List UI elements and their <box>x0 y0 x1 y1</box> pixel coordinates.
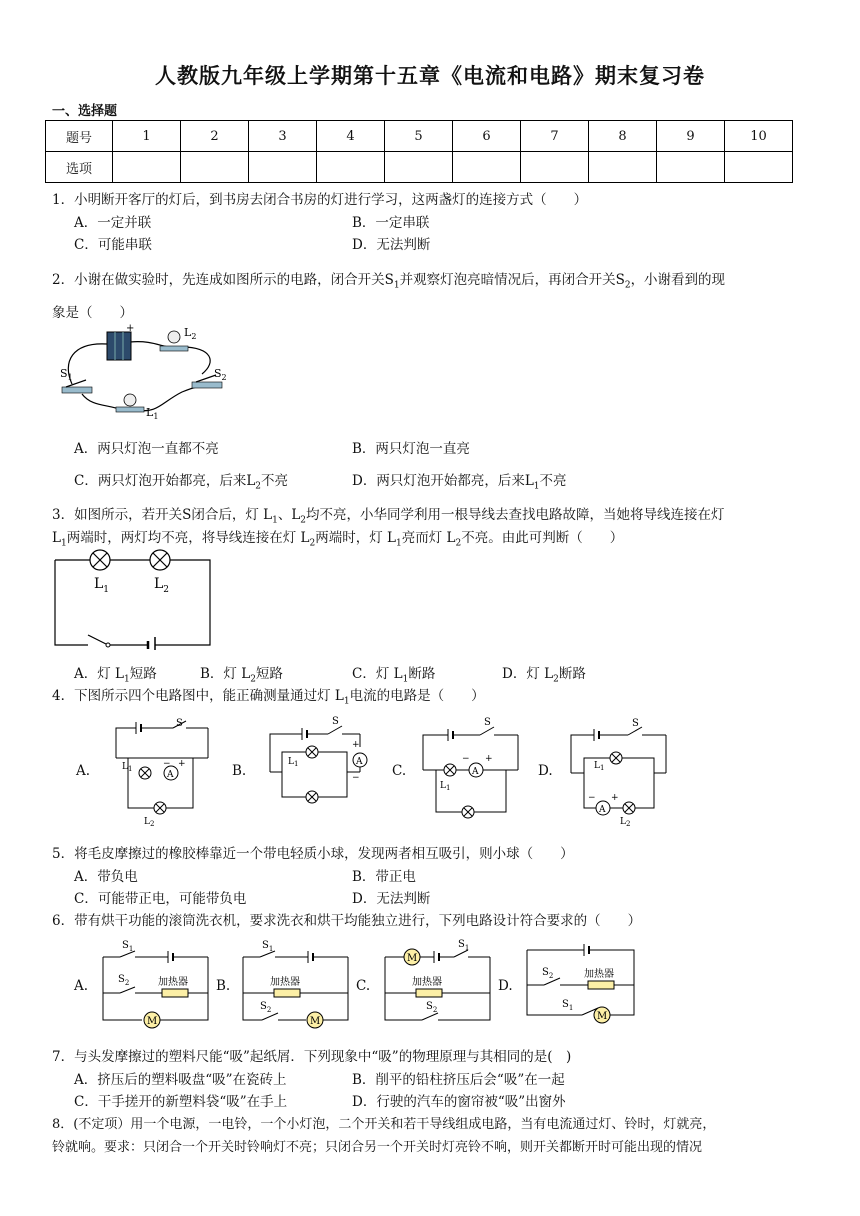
table-cell-number: 3 <box>249 121 317 152</box>
q2-option-c[interactable]: C．两只灯泡开始都亮，后来$L_2$不亮 <box>74 473 289 492</box>
svg-text:M: M <box>407 953 418 964</box>
svg-text:加热器: 加热器 <box>158 977 188 988</box>
page-title: 人教版九年级上学期第十五章《电流和电路》期末复习卷 <box>155 64 705 88</box>
answer-cell[interactable] <box>589 152 657 183</box>
svg-text:A: A <box>167 770 174 780</box>
q2-option-d[interactable]: D．两只灯泡开始都亮，后来$L_1$不亮 <box>352 473 567 492</box>
svg-text:L2: $L_2$ <box>144 817 155 828</box>
q2-option-a[interactable]: A．两只灯泡一直都不亮 <box>74 441 219 457</box>
svg-text:S2: $S_2$ <box>426 1001 438 1014</box>
svg-text:S1: $S_1$ <box>458 939 470 952</box>
q3-option-c[interactable]: C．灯 $L_1$断路 <box>352 666 436 685</box>
svg-text:A: A <box>472 767 479 777</box>
q8-stem-line1: 8．(不定项）用一个电源，一电铃，一个小灯泡，二个开关和若干导线组成电路，当有电流通过灯、铃时，灯就亮， <box>52 1117 716 1132</box>
switch-icon <box>192 382 222 388</box>
q6-label-c[interactable]: C. <box>356 978 371 994</box>
q4-stem: 4．下图所示四个电路图中，能正确测量通过灯 $L_1$电流的电路是（ ） <box>52 688 485 707</box>
table-cell-number: 7 <box>521 121 589 152</box>
heater-icon <box>274 989 300 997</box>
svg-text:L1: $L_1$ <box>122 762 133 773</box>
svg-text:加热器: 加热器 <box>412 977 442 988</box>
q1-option-d[interactable]: D．无法判断 <box>352 237 431 253</box>
answer-cell[interactable] <box>453 152 521 183</box>
q5-option-b[interactable]: B．带正电 <box>352 869 416 885</box>
q7-option-a[interactable]: A．挤压后的塑料吸盘“吸”在瓷砖上 <box>74 1072 287 1088</box>
q2-stem: 2．小谢在做实验时，先连成如图所示的电路，闭合开关$S_1$并观察灯泡亮暗情况后，再闭合开关$S_2$，小谢看到的现 <box>52 272 726 291</box>
svg-text:S1: $S_1$ <box>122 940 134 953</box>
svg-text:S2: $S_2$ <box>542 967 554 980</box>
q3-stem: 3．如图所示，若开关S闭合后，灯 $L_1$、$L_2$均不亮，小华同学利用一根导线去查找电路故障，当她将导线连接在灯 <box>52 507 725 526</box>
svg-text:S2: $S_2$ <box>214 367 227 382</box>
answer-cell[interactable] <box>657 152 725 183</box>
svg-text:A: A <box>356 757 363 767</box>
answer-cell[interactable] <box>725 152 793 183</box>
answer-cell[interactable] <box>113 152 181 183</box>
table-header-option: 选项 <box>46 152 113 183</box>
svg-text:S1: $S_1$ <box>60 367 73 382</box>
svg-text:−: − <box>588 793 596 803</box>
svg-text:L2: $L_2$ <box>184 326 197 341</box>
q7-stem: 7．与头发摩擦过的塑料尺能“吸”起纸屑．下列现象中“吸”的物理原理与其相同的是( ) <box>52 1049 572 1065</box>
q3-option-d[interactable]: D．灯 $L_2$断路 <box>502 666 586 685</box>
q4-circuit-a <box>108 718 213 828</box>
q7-option-b[interactable]: B．削平的铅柱挤压后会“吸”在一起 <box>352 1072 565 1088</box>
svg-text:L2: $L_2$ <box>154 576 170 595</box>
svg-text:M: M <box>310 1016 321 1027</box>
svg-text:−: − <box>352 773 360 783</box>
q3-option-b[interactable]: B．灯 $L_2$短路 <box>200 666 283 685</box>
q6-label-d[interactable]: D. <box>498 978 513 994</box>
svg-text:M: M <box>597 1011 608 1022</box>
heater-icon <box>416 989 442 997</box>
svg-text:加热器: 加热器 <box>584 969 614 980</box>
bulb-icon <box>168 331 180 343</box>
answer-cell[interactable] <box>317 152 385 183</box>
q6-label-b[interactable]: B. <box>216 978 231 994</box>
answer-table <box>45 120 793 183</box>
svg-text:S1: $S_1$ <box>562 999 574 1012</box>
q4-label-d[interactable]: D. <box>538 763 553 779</box>
bulb-icon <box>124 394 136 406</box>
svg-text:L2: $L_2$ <box>620 817 631 828</box>
svg-text:+: + <box>611 793 619 803</box>
svg-text:L1: $L_1$ <box>288 757 299 768</box>
svg-text:L1: $L_1$ <box>94 576 110 595</box>
table-cell-number: 1 <box>113 121 181 152</box>
table-cell-number: 5 <box>385 121 453 152</box>
table-cell-number: 10 <box>725 121 793 152</box>
answer-cell[interactable] <box>181 152 249 183</box>
svg-text:+: + <box>352 740 360 750</box>
svg-text:S1: $S_1$ <box>262 940 274 953</box>
svg-text:L1: $L_1$ <box>146 406 159 421</box>
svg-text:M: M <box>147 1016 158 1027</box>
q5-option-d[interactable]: D．无法判断 <box>352 891 431 907</box>
table-cell-number: 9 <box>657 121 725 152</box>
table-cell-number: 4 <box>317 121 385 152</box>
svg-text:加热器: 加热器 <box>270 977 300 988</box>
switch-icon <box>106 643 110 647</box>
table-cell-number: 6 <box>453 121 521 152</box>
q2-option-b[interactable]: B．两只灯泡一直亮 <box>352 441 470 457</box>
q6-label-a[interactable]: A. <box>74 978 89 994</box>
svg-text:S: S <box>632 718 639 729</box>
q6-circuit-d <box>522 935 640 1030</box>
table-header-number: 题号 <box>46 121 113 152</box>
heater-icon <box>588 981 614 989</box>
answer-cell[interactable] <box>521 152 589 183</box>
svg-text:+: + <box>485 754 493 764</box>
svg-text:S2: $S_2$ <box>260 1001 272 1014</box>
q3-option-a[interactable]: A．灯 $L_1$短路 <box>74 666 157 685</box>
battery-icon <box>107 332 131 360</box>
svg-text:A: A <box>599 805 606 815</box>
svg-text:+: + <box>178 759 186 769</box>
q8-stem-line2: 铃就响。要求：只闭合一个开关时铃响灯不亮；只闭合另一个开关时灯亮铃不响，则开关都断开时可能出现的情况 <box>52 1140 703 1155</box>
svg-text:L1: $L_1$ <box>594 761 605 772</box>
q5-option-c[interactable]: C．可能带正电，可能带负电 <box>74 891 247 907</box>
q1-option-b[interactable]: B．一定串联 <box>352 215 430 231</box>
svg-text:S: S <box>332 716 339 727</box>
answer-cell[interactable] <box>249 152 317 183</box>
q5-stem: 5．将毛皮摩擦过的橡胶棒靠近一个带电轻质小球，发现两者相互吸引，则小球（ ） <box>52 846 574 862</box>
q6-circuit-c <box>382 935 494 1030</box>
q4-circuit-b <box>262 712 372 827</box>
q1-stem: 1．小明断开客厅的灯后，到书房去闭合书房的灯进行学习，这两盏灯的连接方式（ ） <box>52 192 588 208</box>
q1-option-c[interactable]: C．可能串联 <box>74 237 152 253</box>
q2-circuit-figure <box>52 322 242 422</box>
q6-stem: 6．带有烘干功能的滚筒洗衣机，要求洗衣和烘干均能独立进行，下列电路设计符合要求的（ ） <box>52 913 642 929</box>
q1-option-a[interactable]: A．一定并联 <box>74 215 152 231</box>
q7-option-d[interactable]: D．行驶的汽车的窗帘被“吸”出窗外 <box>352 1094 566 1110</box>
svg-text:S: S <box>484 717 491 728</box>
q4-label-a[interactable]: A. <box>76 763 91 779</box>
q4-label-c[interactable]: C. <box>392 763 407 779</box>
svg-text:−: − <box>462 754 470 764</box>
table-cell-number: 2 <box>181 121 249 152</box>
q4-label-b[interactable]: B. <box>232 763 247 779</box>
q2-stem-line2: 象是（ ） <box>52 305 133 321</box>
svg-text:S2: $S_2$ <box>118 974 130 987</box>
q5-option-a[interactable]: A．带负电 <box>74 869 138 885</box>
svg-text:L1: $L_1$ <box>440 781 451 792</box>
table-cell-number: 8 <box>589 121 657 152</box>
section-heading: 一、选择题 <box>52 104 118 119</box>
q4-circuit-d <box>566 718 671 830</box>
svg-text:+: + <box>126 323 135 334</box>
answer-cell[interactable] <box>385 152 453 183</box>
q6-circuit-b <box>240 935 352 1030</box>
q7-option-c[interactable]: C．干手搓开的新塑料袋“吸”在手上 <box>74 1094 288 1110</box>
switch-icon <box>62 387 92 393</box>
q3-stem-line2: $L_1$两端时，两灯均不亮，将导线连接在灯 $L_2$两端时，灯 $L_1$亮而灯 $L_2$不亮。由此可判断（ ） <box>52 530 624 549</box>
svg-text:S: S <box>176 718 183 729</box>
q4-circuit-c <box>418 715 523 827</box>
svg-text:−: − <box>163 759 171 769</box>
q6-circuit-a <box>100 935 212 1030</box>
heater-icon <box>162 989 188 997</box>
q3-circuit-figure <box>50 545 215 650</box>
